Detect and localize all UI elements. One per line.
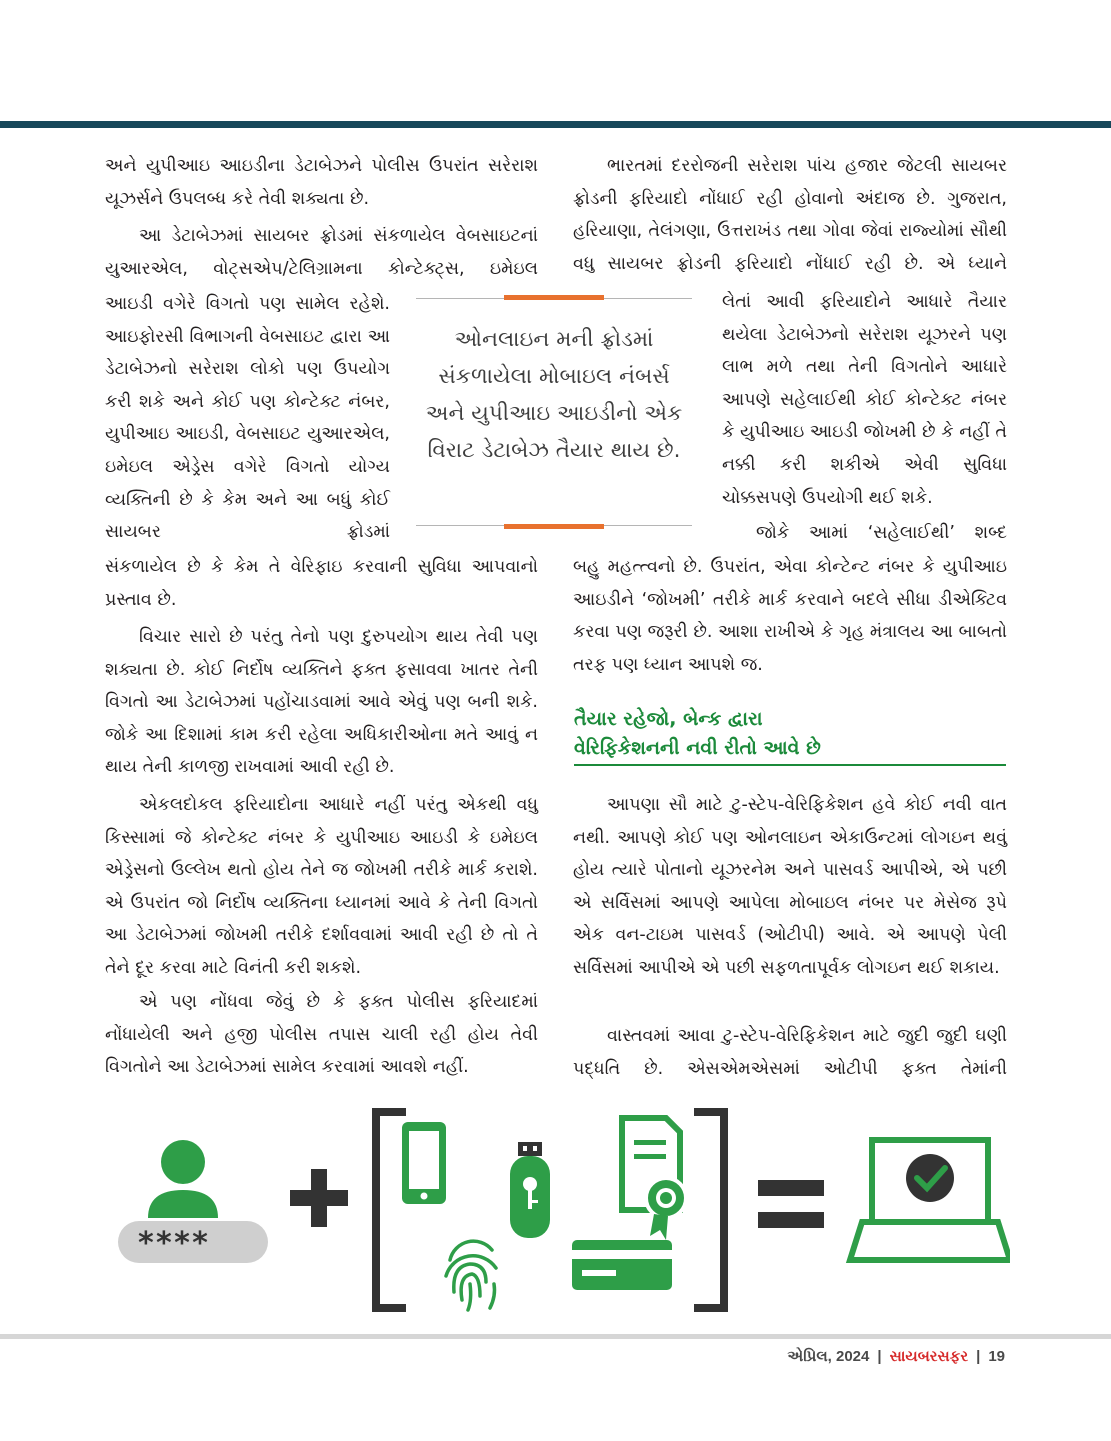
- magazine-brand: સાયબરસફર: [889, 1348, 969, 1365]
- left-para-5: એ પણ નોંધવા જેવું છે કે ફક્ત પોલીસ ફરિયાદમાં નોંધાયેલી અને હજી પોલીસ તપાસ ચાલી રહી હોય તેવી વિગતોને આ ડેટાબેઝમાં સામેલ કરવામાં આવશે નહીં.: [105, 992, 538, 1078]
- footer-separator-2: |: [976, 1348, 981, 1365]
- left-para-2-side: આઇડી વગેરે વિગતો પણ સામેલ રહેશે. આઇફોરસી વિભાગની વેબસાઇટ દ્વારા આ ડેટાબેઝનો સરેરાશ લોકો પણ ઉપયોગ કરી શકે અને કોઈ પણ કોન્ટેક્ટ નંબર, યુપીઆઇ આઇડી, વેબસાઇટ યુઆરએલ, ઇમેઇલ એડ્રેસ વગેરે વિગતો યોગ્ય વ્યક્તિની છે કે કેમ અને આ બધું કોઈ સાયબર ફ્રોડમાં: [105, 294, 390, 543]
- footer-separator: |: [877, 1348, 882, 1365]
- user-icon: [148, 1140, 218, 1218]
- password-mask: ****: [136, 1226, 210, 1261]
- left-para-3: વિચાર સારો છે પરંતુ તેનો પણ દુરુપયોગ થાય તેવી પણ શક્યતા છે. કોઈ નિર્દોષ વ્યક્તિને ફક્ત ફસાવવા ખાતર તેની વિગતો આ ડેટાબેઝમાં પહોંચાડવામાં આવે એવું પણ બની શકે. જોકે આ દિશામાં કામ કરી રહેલા અધિકારીઓના મતે આવું ન થાય તેની કાળજી રાખવામાં આવી રહી છે.: [105, 627, 538, 778]
- right-para-2-side: જોકે આમાં ‘સહેલાઈથી’ શબ્દ: [756, 523, 1007, 543]
- left-para-1: અને યુપીઆઇ આઇડીના ડેટાબેઝને પોલીસ ઉપરાંત સરેરાશ યૂઝર્સને ઉપલબ્ધ કરે તેવી શક્યતા છે.: [105, 156, 538, 209]
- left-para-2-top: આ ડેટાબેઝમાં સાયબર ફ્રોડમાં સંકળાયેલ વેબસાઇટનાં યુઆરએલ, વોટ્સએપ/ટેલિગ્રામના કોન્ટેક્ટ્સ, ઇમેઇલ: [105, 226, 538, 279]
- usb-key-icon: [510, 1142, 550, 1238]
- pull-quote-accent-top: [504, 295, 604, 300]
- laptop-check-icon: [850, 1140, 1010, 1260]
- bracket-right-icon: [694, 1112, 724, 1308]
- subheading-rule: [574, 764, 1006, 766]
- credit-card-icon: [572, 1240, 672, 1290]
- right-para-4: વાસ્તવમાં આવા ટુ-સ્ટેપ-વેરિફિકેશન માટે જુદી જુદી ઘણી પદ્ધતિ છે. એસએમએસમાં ઓટીપી ફક્ત તેમાંની: [573, 1026, 1007, 1079]
- subheading-line-1: તૈયાર રહેજો, બેન્ક દ્વારા: [574, 708, 763, 730]
- issue-date: એપ્રિલ, 2024: [787, 1348, 870, 1365]
- right-para-3: આપણા સૌ માટે ટુ-સ્ટેપ-વેરિફિકેશન હવે કોઈ નવી વાત નથી. આપણે કોઈ પણ ઓનલાઇન એકાઉન્ટમાં લોગઇન થવું હોય ત્યારે પોતાનો યૂઝરનેમ અને પાસવર્ડ આપીએ, એ પછી એ સર્વિસમાં આપણે આપેલા મોબાઇલ નંબર પર મેસેજ રૂપે એક વન-ટાઇમ પાસવર્ડ (ઓટીપી) આવે. એ આપણે પેલી સર્વિસમાં આપીએ એ પછી સફળતાપૂર્વક લોગઇન થઈ શકાય.: [573, 795, 1007, 978]
- pull-quote-text: ઓનલાઇન મની ફ્રોડમાં સંકળાયેલા મોબાઇલ નંબર્સ અને યુપીઆઇ આઇડીનો એક વિરાટ ડેટાબેઝ તૈયાર થાય છે.: [425, 327, 683, 463]
- two-step-verification-illustration: [110, 1100, 1010, 1320]
- pull-quote-accent-bottom: [504, 524, 604, 529]
- right-para-2-bottom: બહુ મહત્ત્વનો છે. ઉપરાંત, એવા કોન્ટેન્ટ નંબર કે યુપીઆઇ આઇડીને ‘જોખમી’ તરીકે માર્ક કરવાને બદલે સીધા ડીએક્ટિવ કરવા પણ જરૂરી છે. આશા રાખીએ કે ગૃહ મંત્રાલય આ બાબતો તરફ પણ ધ્યાન આપશે જ.: [573, 557, 1007, 675]
- section-subheading: [574, 705, 1006, 766]
- bracket-left-icon: [376, 1112, 406, 1308]
- page-footer: [787, 1348, 1005, 1365]
- plus-icon: [290, 1169, 348, 1227]
- footer-rule: [0, 1334, 1111, 1339]
- subheading-line-2: વેરિફિકેશનની નવી રીતો આવે છે: [574, 737, 821, 759]
- left-para-2-bottom: સંકળાયેલ છે કે કેમ તે વેરિફાઇ કરવાની સુવિધા આપવાનો પ્રસ્તાવ છે.: [105, 557, 538, 610]
- page-number: 19: [988, 1348, 1005, 1365]
- mobile-phone-icon: [402, 1122, 446, 1204]
- fingerprint-icon: [446, 1241, 496, 1310]
- left-para-4: એકલદોકલ ફરિયાદોના આધારે નહીં પરંતુ એકથી વધુ કિસ્સામાં જે કોન્ટેક્ટ નંબર કે યુપીઆઇ આઇડી કે ઇમેઇલ એડ્રેસનો ઉલ્લેખ થતો હોય તેને જ જોખમી તરીકે માર્ક કરાશે. એ ઉપરાંત જો નિર્દોષ વ્યક્તિના ધ્યાનમાં આવે કે તેની વિગતો આ ડેટાબેઝમાં જોખમી તરીકે દર્શાવવામાં આવી રહી છે તો તે તેને દૂર કરવા માટે વિનંતી કરી શકશે.: [105, 795, 538, 978]
- header-rule: [0, 121, 1111, 128]
- certificate-icon: [622, 1118, 686, 1240]
- right-para-1-side: લેતાં આવી ફરિયાદોને આધારે તૈયાર થયેલા ડેટાબેઝનો સરેરાશ યૂઝરને પણ લાભ મળે તથા તેની વિગતોને આધારે આપણે સહેલાઈથી કોઈ કોન્ટેક્ટ નંબર કે યુપીઆઇ આઇડી જોખમી છે કે નહીં તે નક્કી કરી શકીએ એવી સુવિધા ચોક્કસપણે ઉપયોગી થઈ શકે.: [722, 292, 1007, 508]
- pull-quote: [416, 298, 692, 526]
- right-para-1-top: ભારતમાં દરરોજની સરેરાશ પાંચ હજાર જેટલી સાયબર ફ્રોડની ફરિયાદો નોંધાઈ રહી હોવાનો અંદાજ છે. ગુજરાત, હરિયાણા, તેલંગણા, ઉત્તરાખંડ તથા ગોવા જેવાં રાજ્યોમાં સૌથી વધુ સાયબર ફ્રોડની ફરિયાદો નોંધાઈ રહી છે. એ ધ્યાને: [573, 156, 1007, 274]
- equals-icon: [758, 1180, 824, 1228]
